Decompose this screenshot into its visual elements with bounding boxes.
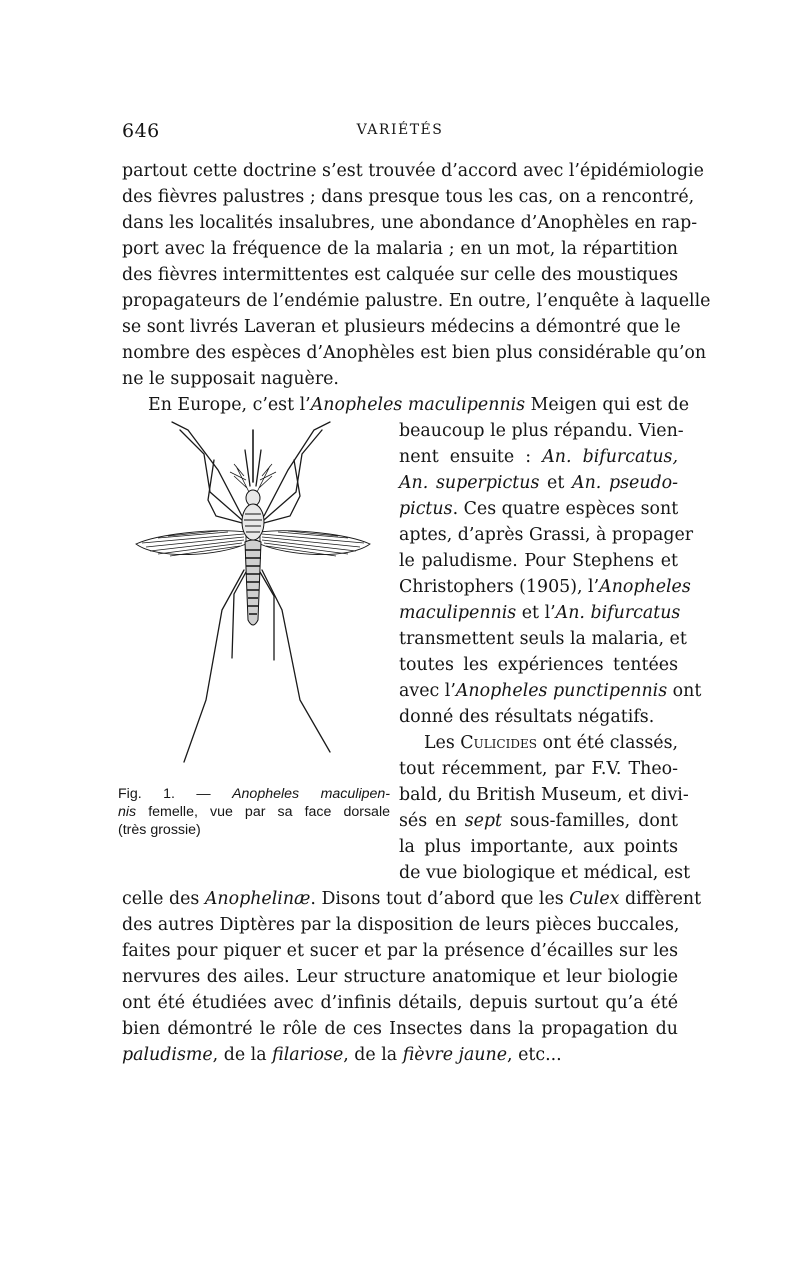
text-span: , etc...: [507, 1045, 562, 1065]
text-span: Meigen qui est de: [525, 395, 690, 415]
text-line: partout cette doctrine s’est trouvée d’accord avec l’épidémiologie: [122, 161, 704, 181]
text-span: sés en: [399, 811, 465, 831]
text-span: femelle, vue par sa face dorsale: [136, 804, 390, 820]
text-line: ont été étudiées avec d’infinis détails, depuis surtout qu’a été: [122, 993, 678, 1013]
species-name: nis: [118, 804, 137, 820]
disease-name: fièvre jaune: [402, 1045, 508, 1065]
text-span: diffèrent: [619, 889, 702, 909]
species-name: pictus: [399, 499, 453, 519]
text-line: bald, du British Museum, et divi-: [399, 785, 689, 805]
figure-caption-line: [118, 786, 390, 803]
species-name: Anopheles maculipennis: [310, 395, 526, 415]
figure-label: Fig. 1. —: [118, 786, 233, 802]
text-line: nervures des ailes. Leur structure anatomique et leur biologie: [122, 967, 678, 987]
text-line: port avec la fréquence de la malaria ; en un mot, la répartition: [122, 239, 678, 259]
family-name: Culicides: [460, 733, 537, 753]
mosquito-figure: [118, 410, 388, 770]
text-span: Christophers (1905), l’: [399, 577, 600, 597]
species-name: maculipennis: [399, 603, 517, 623]
taxon-name: Anophelinæ: [204, 889, 311, 909]
emphasis: sept: [464, 811, 503, 831]
text-span: ont été classés,: [536, 733, 679, 753]
species-name: An. bifurcatus,: [542, 447, 678, 467]
species-name: An. superpictus: [399, 473, 540, 493]
disease-name: filariose: [272, 1045, 344, 1065]
text-line: [399, 574, 691, 600]
text-span: avec l’: [399, 681, 456, 701]
text-line: des autres Diptères par la disposition de leurs pièces buccales,: [122, 915, 680, 935]
text-line: [399, 444, 678, 470]
text-span: Les: [424, 733, 461, 753]
text-line: toutes les expériences tentées: [399, 655, 678, 675]
text-line: ne le supposait naguère.: [122, 369, 339, 389]
disease-name: paludisme: [122, 1045, 213, 1065]
text-line: donné des résultats négatifs.: [399, 707, 655, 727]
text-line: de vue biologique et médical, est: [399, 863, 691, 883]
text-line: des fièvres palustres ; dans presque tous les cas, on a rencontré,: [122, 187, 695, 207]
text-line: [399, 496, 678, 522]
running-title: VARIÉTÉS: [356, 122, 444, 138]
text-line: faites pour piquer et sucer et par la présence d’écailles sur les: [122, 941, 678, 961]
text-span: et: [539, 473, 573, 493]
text-span: En Europe, c’est l’: [148, 395, 311, 415]
text-span: , de la: [212, 1045, 273, 1065]
figure-caption-line: (très grossie): [118, 822, 201, 838]
text-line: [399, 678, 702, 704]
text-line: propagateurs de l’endémie palustre. En outre, l’enquête à laquelle: [122, 291, 711, 311]
text-line: [122, 1042, 678, 1068]
page-header: [122, 120, 678, 146]
page-number: 646: [122, 120, 160, 142]
text-span: nent ensuite :: [399, 447, 543, 467]
text-line: [424, 730, 678, 756]
text-line: dans les localités insalubres, une abondance d’Anophèles en rap-: [122, 213, 698, 233]
figure-caption-line: [118, 804, 390, 821]
text-span: sous-familles, dont: [502, 811, 678, 831]
text-line: des fièvres intermittentes est calquée sur celle des moustiques: [122, 265, 679, 285]
text-line: la plus importante, aux points: [399, 837, 678, 857]
text-line: [399, 808, 678, 834]
text-span: et l’: [516, 603, 556, 623]
species-name: Anopheles punctipennis: [455, 681, 668, 701]
text-line: [399, 470, 678, 496]
text-line: [399, 600, 681, 626]
text-line: tout récemment, par F.V. Theo-: [399, 759, 678, 779]
text-line: transmettent seuls la malaria, et: [399, 629, 687, 649]
taxon-name: Culex: [569, 889, 620, 909]
mosquito-illustration-icon: [118, 410, 388, 770]
text-line: [122, 886, 702, 912]
text-span: , de la: [343, 1045, 403, 1065]
species-name: Anopheles: [599, 577, 691, 597]
text-line: aptes, d’après Grassi, à propager: [399, 525, 694, 545]
text-span: celle des: [122, 889, 205, 909]
text-span: . Disons tout d’abord que les: [310, 889, 570, 909]
text-span: . Ces quatre espèces sont: [452, 499, 679, 519]
species-name: Anopheles maculipen-: [232, 786, 390, 802]
species-name: An. bifurcatus: [555, 603, 681, 623]
text-line: beaucoup le plus répandu. Vien-: [399, 421, 684, 441]
text-line: bien démontré le rôle de ces Insectes dans la propagation du: [122, 1019, 678, 1039]
text-line: nombre des espèces d’Anophèles est bien plus considérable qu’on: [122, 343, 707, 363]
species-name: An. pseudo-: [572, 473, 679, 493]
text-line: se sont livrés Laveran et plusieurs médecins a démontré que le: [122, 317, 681, 337]
text-line: le paludisme. Pour Stephens et: [399, 551, 678, 571]
text-span: ont: [667, 681, 702, 701]
